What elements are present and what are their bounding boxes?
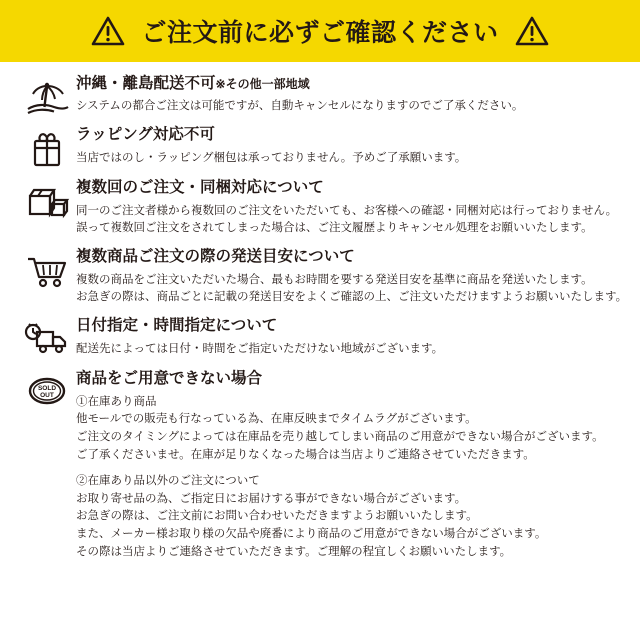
shopping-cart-icon: [18, 247, 76, 291]
svg-text:OUT: OUT: [40, 392, 54, 400]
section-line: 誤って複数回ご注文をされてしまった場合は、ご注文履歴よりキャンセル処理をお願いいたします。: [76, 222, 593, 235]
page-title: ご注文前に必ずご確認ください: [141, 19, 499, 47]
section-text: [76, 369, 622, 562]
section-title: 日付指定・時間指定について: [76, 317, 278, 335]
section-title: 複数商品ご注文の際の発送目安について: [76, 248, 355, 266]
section-text: [76, 316, 622, 358]
page-header: [0, 0, 640, 62]
warning-triangle-icon: [91, 16, 125, 46]
boxes-icon: [18, 178, 76, 222]
section-line: その際は当店よりご連絡させていただきます。ご理解の程宜しくお願いいたします。: [76, 546, 512, 559]
section-line: 当店ではのし・ラッピング梱包は承っておりません。予めご了承願います。: [76, 151, 467, 164]
warning-triangle-icon: [515, 16, 549, 46]
section-multiple-orders: [18, 178, 622, 238]
section-line: お取り寄せ品の為、ご指定日にお届けする事ができない場合がございます。: [76, 492, 467, 505]
notice-sections: [0, 62, 640, 562]
section-line: お急ぎの際は、商品ごとに記載の発送目安をよくご確認の上、ご注文いただけますようお願いいたします。: [76, 291, 628, 304]
section-line: 複数の商品をご注文いただいた場合、最もお時間を要する発送目安を基準に商品を発送いたします。: [76, 273, 593, 286]
section-line: 配送先によっては日付・時間をご指定いただけない地域がございます。: [76, 342, 444, 355]
section-title: ラッピング対応不可: [76, 126, 215, 144]
section-line: システムの都合ご注文は可能ですが、自動キャンセルになりますのでご了承ください。: [76, 100, 524, 113]
delivery-truck-clock-icon: [18, 316, 76, 360]
section-line: また、メーカー様お取り様の欠品や廃番により商品のご用意ができない場合がございます。: [76, 528, 547, 541]
section-text: [76, 74, 622, 116]
sold-out-badge-icon: [18, 369, 76, 413]
island-palm-icon: [18, 74, 76, 116]
section-line: ②在庫あり品以外のご注文について: [76, 474, 260, 487]
section-title: 複数回のご注文・同梱対応について: [76, 179, 324, 197]
section-line: 他モールでの販売も行なっている為、在庫反映までタイムラグがございます。: [76, 413, 477, 426]
section-line: お急ぎの際は、ご注文前にお問い合わせいただきますようお願いいたします。: [76, 510, 478, 523]
section-line: 同一のご注文者様から複数回のご注文をいただいても、お客様への確認・同梱対応は行っておりません。: [76, 204, 618, 217]
section-text: [76, 125, 622, 167]
section-date-time-designation: [18, 316, 622, 360]
section-no-gift-wrap: [18, 125, 622, 169]
gift-bag-icon: [18, 125, 76, 169]
section-line: ご注文のタイミングによっては在庫品を売り越してしまい商品のご用意ができない場合がございます。: [76, 431, 604, 444]
section-text: [76, 247, 628, 307]
section-text: [76, 178, 622, 238]
section-shipping-estimate: [18, 247, 628, 307]
section-title: 沖縄・離島配送不可※その他一部地域: [76, 75, 310, 92]
section-shipping-exclusion: [18, 74, 622, 116]
svg-text:SOLD: SOLD: [37, 385, 57, 393]
section-subtitle: ※その他一部地域: [215, 77, 310, 91]
section-out-of-stock: [18, 369, 622, 562]
section-title: 商品をご用意できない場合: [76, 370, 263, 388]
section-line: ①在庫あり商品: [76, 395, 157, 408]
section-line: ご了承くださいませ。在庫が足りなくなった場合は当店よりご連絡させていただきます。: [76, 449, 535, 461]
